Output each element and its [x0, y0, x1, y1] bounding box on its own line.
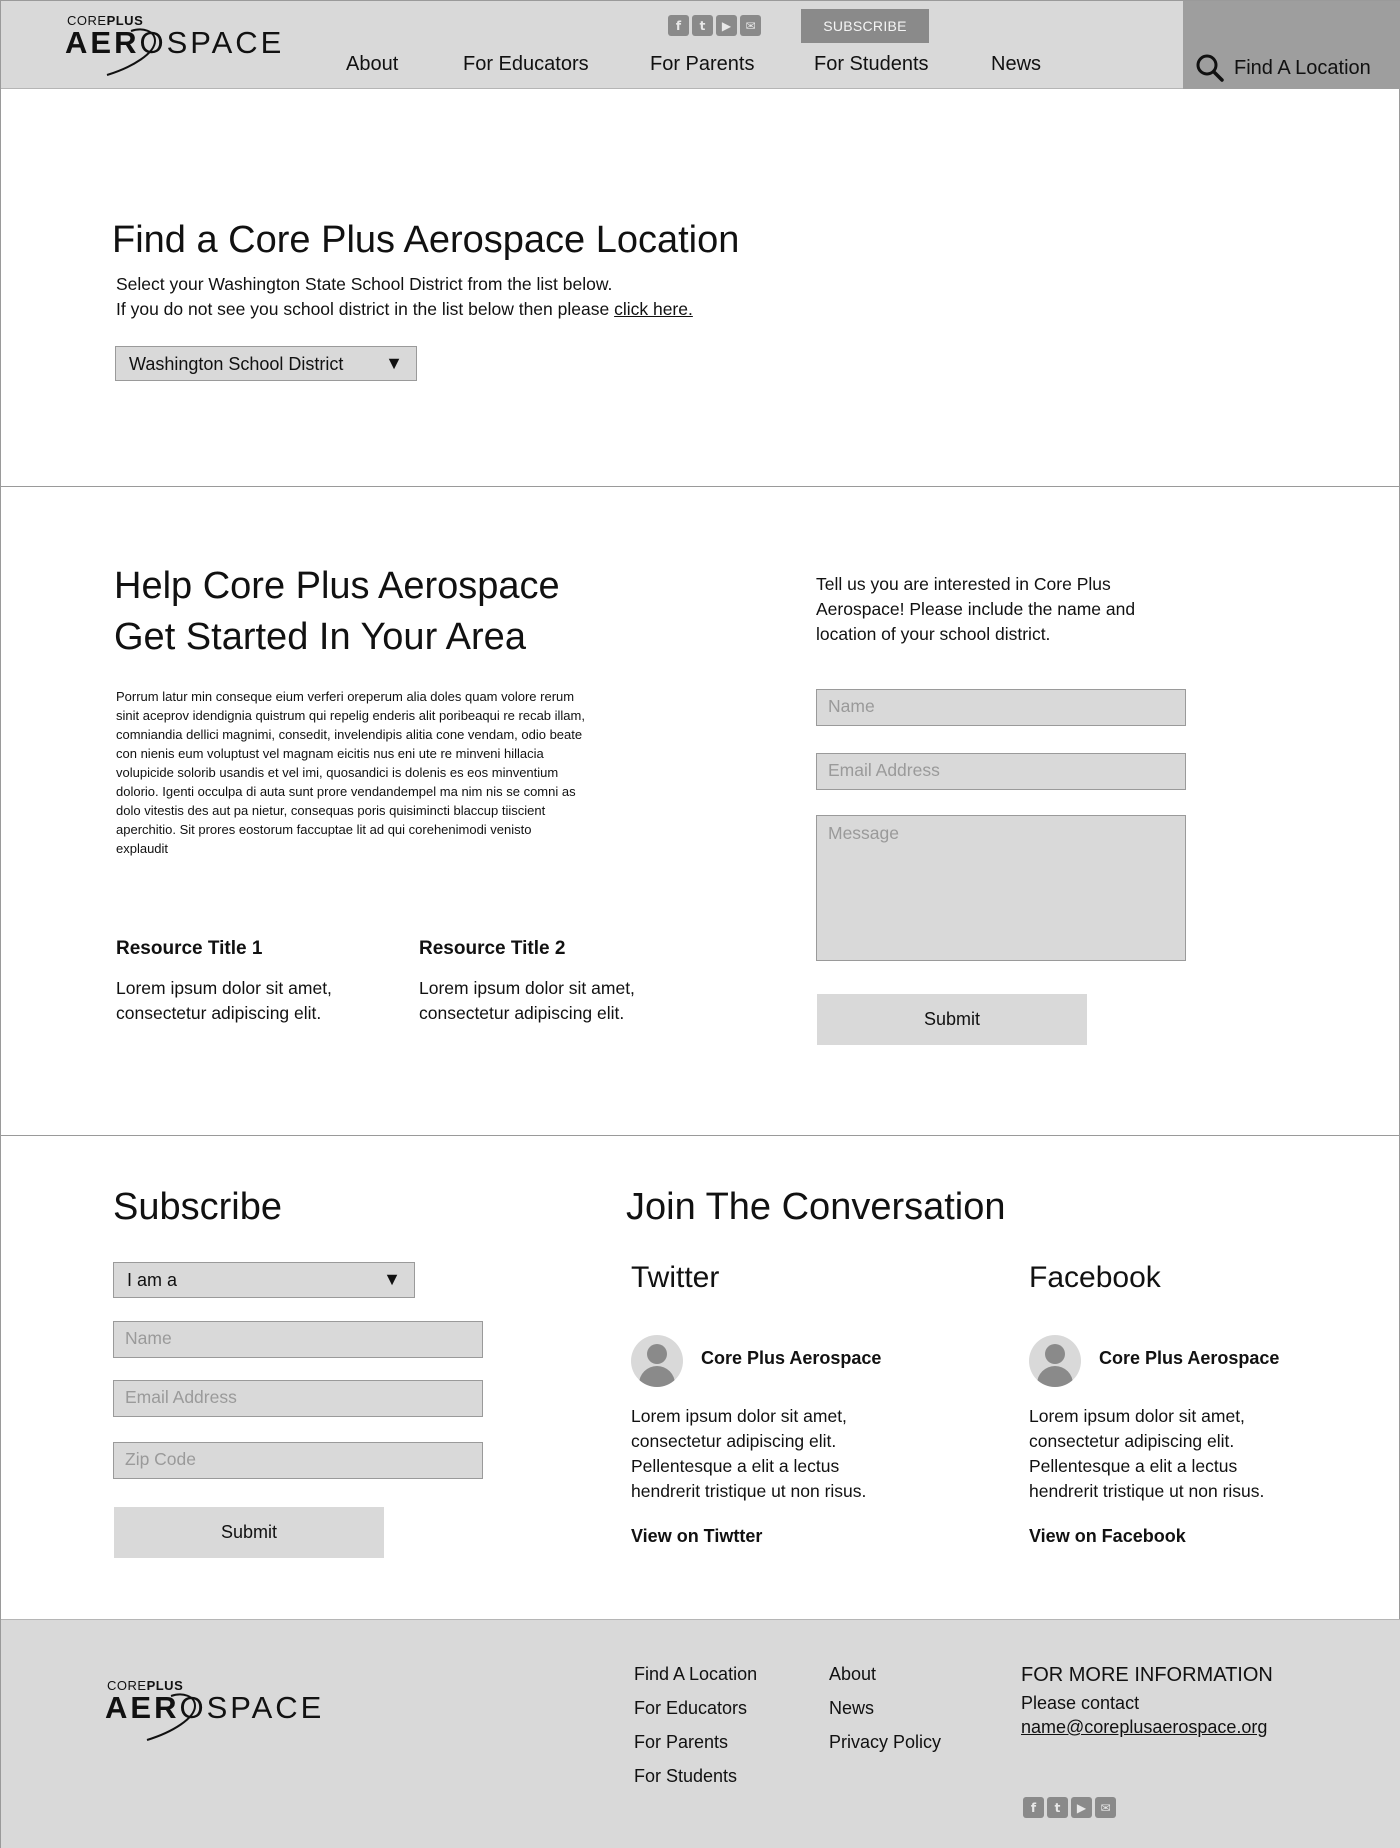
- help-body-text: Porrum latur min conseque eium verferi oreperum alia doles quam volore rerum sinit aceprov idendignia quistrum qui repelig enderis alit poribeaqui re recab illam, comniandia dellici magnimi, consedit, invelendipis alitia cone vendam, odio beate con nienis eum voluptust vel magnam eicitis nus eni ute re minveni hillacia volupicide solorib usandis et vel imi, quosandici is dolenis es eos minventium dolorio. Igenti occulpa di auta sunt prore vendandempel ma nim nis se comni as dolo vitestis des aut pa nietur, consequas poris quisimincti blaccup tiiscient aperchitio. Sit prores eostorum faccuptae lit ad qui corehenimodi venisto explaudit: [116, 689, 585, 856]
- footer-link-for-educators[interactable]: For Educators: [634, 1698, 748, 1718]
- twitter-feed-title: Twitter: [631, 1261, 720, 1294]
- header-subscribe-button[interactable]: SUBSCRIBE: [801, 9, 929, 43]
- role-select[interactable]: [113, 1262, 415, 1298]
- find-location-label: Find A Location: [1234, 57, 1371, 79]
- youtube-icon[interactable]: ▶: [716, 15, 737, 36]
- resource-title-2: Resource Title 2: [419, 938, 566, 959]
- nav-item-news[interactable]: News: [991, 53, 1042, 75]
- find-instructions-prefix: If you do not see you school district in the list below then please: [116, 299, 615, 319]
- avatar: [631, 1335, 683, 1387]
- email-icon[interactable]: ✉: [1095, 1797, 1116, 1818]
- find-location-button[interactable]: [1183, 1, 1400, 89]
- footer-link-for-students[interactable]: For Students: [634, 1766, 738, 1786]
- district-select-value: Washington School District: [129, 354, 344, 374]
- footer-link-for-parents[interactable]: For Parents: [634, 1732, 729, 1752]
- footer-info-line: Please contact: [1021, 1693, 1140, 1713]
- role-select-value: I am a: [127, 1270, 178, 1290]
- footer-link-about[interactable]: About: [829, 1664, 877, 1684]
- section-divider: [1, 486, 1400, 487]
- interest-message-textarea[interactable]: [816, 815, 1186, 961]
- find-instructions-line2: [116, 299, 693, 320]
- nav-item-for-educators[interactable]: For Educators: [463, 53, 589, 75]
- subscribe-name-placeholder: Name: [125, 1328, 172, 1348]
- logo-core-text: CORE: [107, 1678, 147, 1693]
- find-instructions-line1: Select your Washington State School District from the list below.: [116, 274, 613, 294]
- section-divider: [1, 1135, 1400, 1136]
- footer-link-privacy-policy[interactable]: Privacy Policy: [829, 1732, 942, 1752]
- find-location-title: Find a Core Plus Aerospace Location: [112, 219, 740, 261]
- twitter-icon[interactable]: t: [692, 15, 713, 36]
- footer-logo[interactable]: [105, 1678, 325, 1744]
- twitter-icon[interactable]: t: [1047, 1797, 1068, 1818]
- logo-plus-text: PLUS: [146, 1678, 184, 1693]
- logo-swoosh-icon: [103, 23, 163, 79]
- header-social-icons: [668, 15, 761, 36]
- footer-contact-email-link[interactable]: name@coreplusaerospace.org: [1021, 1717, 1268, 1737]
- search-icon: [1195, 53, 1225, 83]
- interest-form-intro: Tell us you are interested in Core Plus Aerospace! Please include the name and location of your school district.: [816, 574, 1136, 644]
- facebook-post-text: Lorem ipsum dolor sit amet, consectetur adipiscing elit. Pellentesque a elit a lectus hendrerit tristique ut non risus.: [1029, 1406, 1265, 1501]
- logo-swoosh-icon: [143, 1688, 203, 1744]
- logo-core-text: CORE: [67, 13, 107, 28]
- interest-message-placeholder: Message: [828, 823, 900, 843]
- facebook-feed-title: Facebook: [1029, 1261, 1161, 1294]
- twitter-account-name: Core Plus Aerospace: [701, 1348, 882, 1368]
- interest-email-placeholder: Email Address: [828, 760, 940, 780]
- chevron-down-icon: ▼: [385, 353, 403, 373]
- footer-info-title: FOR MORE INFORMATION: [1021, 1664, 1273, 1686]
- email-icon[interactable]: ✉: [740, 15, 761, 36]
- facebook-icon[interactable]: f: [668, 15, 689, 36]
- view-on-twitter-link[interactable]: View on Tiwtter: [631, 1526, 763, 1546]
- view-on-facebook-link[interactable]: View on Facebook: [1029, 1526, 1186, 1546]
- logo-aero-bold: AER: [105, 1690, 180, 1725]
- subscribe-name-input[interactable]: [113, 1321, 483, 1358]
- interest-name-placeholder: Name: [828, 696, 875, 716]
- facebook-icon[interactable]: f: [1023, 1797, 1044, 1818]
- footer-link-find-location[interactable]: Find A Location: [634, 1664, 758, 1684]
- youtube-icon[interactable]: ▶: [1071, 1797, 1092, 1818]
- logo-plus-text: PLUS: [106, 13, 144, 28]
- nav-item-about[interactable]: About: [346, 53, 399, 75]
- nav-item-for-students[interactable]: For Students: [814, 53, 929, 75]
- click-here-link[interactable]: click here.: [614, 299, 693, 319]
- interest-submit-button[interactable]: Submit: [817, 994, 1087, 1045]
- conversation-title: Join The Conversation: [626, 1186, 1006, 1228]
- logo-aero-rest: OSPACE: [139, 25, 285, 60]
- help-section-title: [114, 561, 634, 663]
- help-title-line1: Help Core Plus Aerospace: [114, 565, 560, 607]
- resource-title-1: Resource Title 1: [116, 938, 263, 959]
- footer-social-icons: [1023, 1797, 1116, 1818]
- chevron-down-icon: ▼: [383, 1269, 401, 1289]
- resource-body-1: Lorem ipsum dolor sit amet, consectetur adipiscing elit.: [116, 978, 332, 1023]
- interest-email-input[interactable]: [816, 753, 1186, 790]
- twitter-post-text: Lorem ipsum dolor sit amet, consectetur adipiscing elit. Pellentesque a elit a lectus hendrerit tristique ut non risus.: [631, 1406, 867, 1501]
- help-title-line2: Get Started In Your Area: [114, 616, 526, 658]
- site-logo[interactable]: [65, 13, 285, 79]
- resource-body-2: Lorem ipsum dolor sit amet, consectetur adipiscing elit.: [419, 978, 635, 1023]
- avatar: [1029, 1335, 1081, 1387]
- logo-aero-rest: OSPACE: [179, 1690, 325, 1725]
- district-select[interactable]: [115, 346, 417, 381]
- site-footer: [1, 1619, 1400, 1848]
- facebook-account-name: Core Plus Aerospace: [1099, 1348, 1280, 1368]
- footer-link-news[interactable]: News: [829, 1698, 875, 1718]
- subscribe-email-input[interactable]: [113, 1380, 483, 1417]
- nav-item-for-parents[interactable]: For Parents: [650, 53, 755, 75]
- subscribe-title: Subscribe: [113, 1186, 282, 1228]
- logo-aero-bold: AER: [65, 25, 140, 60]
- subscribe-zip-input[interactable]: [113, 1442, 483, 1479]
- subscribe-submit-button[interactable]: Submit: [114, 1507, 384, 1558]
- interest-name-input[interactable]: [816, 689, 1186, 726]
- subscribe-email-placeholder: Email Address: [125, 1387, 237, 1407]
- site-header: [1, 1, 1400, 89]
- subscribe-zip-placeholder: Zip Code: [125, 1449, 197, 1469]
